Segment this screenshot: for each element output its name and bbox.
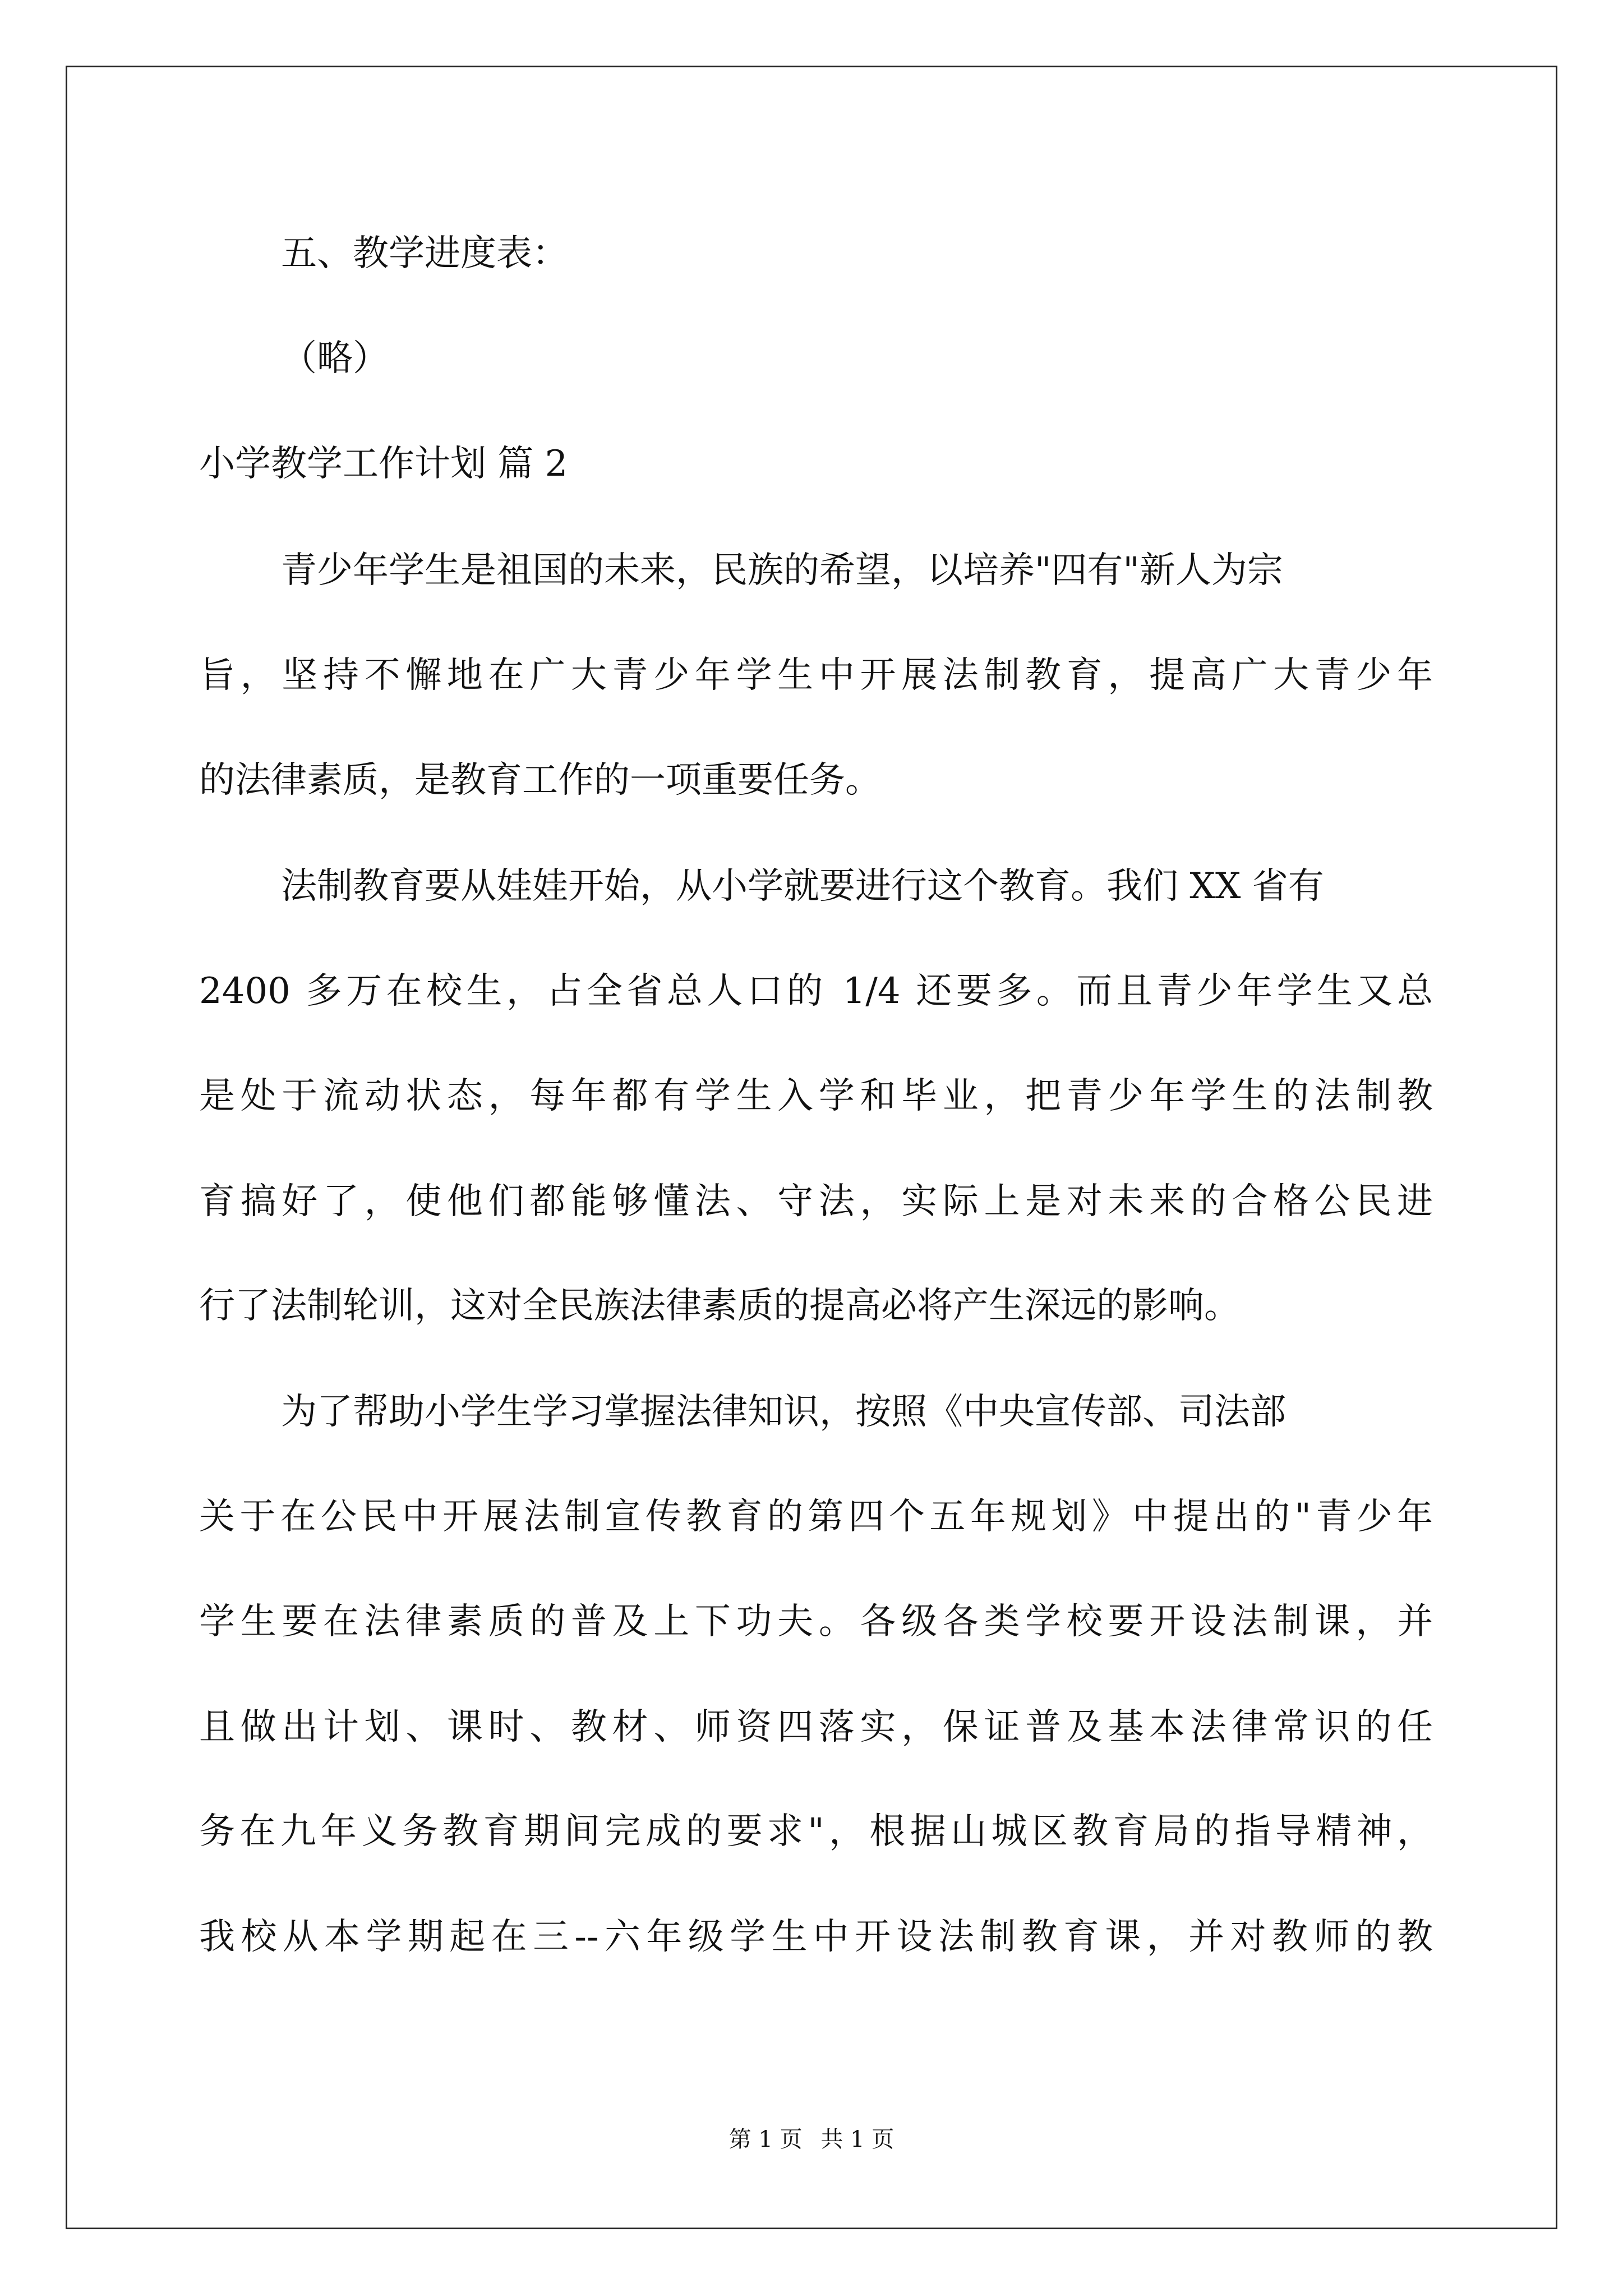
paragraph-line: 为了帮助小学生学习掌握法律知识，按照《中央宣传部、司法部 xyxy=(281,1391,1286,1433)
paragraph-line: 我校从本学期起在三--六年级学生中开设法制教育课，并对教师的教 xyxy=(199,1916,1433,1958)
section-heading: 五、教学进度表： xyxy=(281,233,568,274)
page-footer xyxy=(0,2127,1623,2152)
paragraph-line: 的法律素质，是教育工作的一项重要任务。 xyxy=(199,760,881,801)
paragraph-line: 且做出计划、课时、教材、师资四落实，保证普及基本法律常识的任 xyxy=(199,1706,1433,1748)
paragraph-line: 育搞好了，使他们都能够懂法、守法，实际上是对未来的合格公民进 xyxy=(199,1181,1433,1222)
paragraph-line: 青少年学生是祖国的未来，民族的希望，以培养"四有"新人为宗 xyxy=(281,550,1283,591)
paragraph-line: 行了法制轮训，这对全民族法律素质的提高必将产生深远的影响。 xyxy=(199,1285,1240,1327)
page-border xyxy=(66,66,1557,2229)
paragraph-line: 学生要在法律素质的普及上下功夫。各级各类学校要开设法制课，并 xyxy=(199,1601,1433,1642)
paragraph-line: 是处于流动状态，每年都有学生入学和毕业，把青少年学生的法制教 xyxy=(199,1075,1433,1117)
page-total: 共 1 页 xyxy=(820,2127,895,2152)
page-number: 第 1 页 xyxy=(728,2127,803,2152)
paragraph-line: 务在九年义务教育期间完成的要求"，根据山城区教育局的指导精神， xyxy=(199,1811,1433,1852)
plan-title: 小学教学工作计划 篇 2 xyxy=(199,443,568,485)
paragraph-line: 法制教育要从娃娃开始，从小学就要进行这个教育。我们 XX 省有 xyxy=(281,866,1324,907)
paragraph-line: 旨，坚持不懈地在广大青少年学生中开展法制教育，提高广大青少年 xyxy=(199,655,1433,696)
paragraph-line: 2400 多万在校生，占全省总人口的 1/4 还要多。而且青少年学生又总 xyxy=(199,970,1433,1012)
section-note: （略） xyxy=(281,338,389,379)
paragraph-line: 关于在公民中开展法制宣传教育的第四个五年规划》中提出的"青少年 xyxy=(199,1496,1433,1538)
